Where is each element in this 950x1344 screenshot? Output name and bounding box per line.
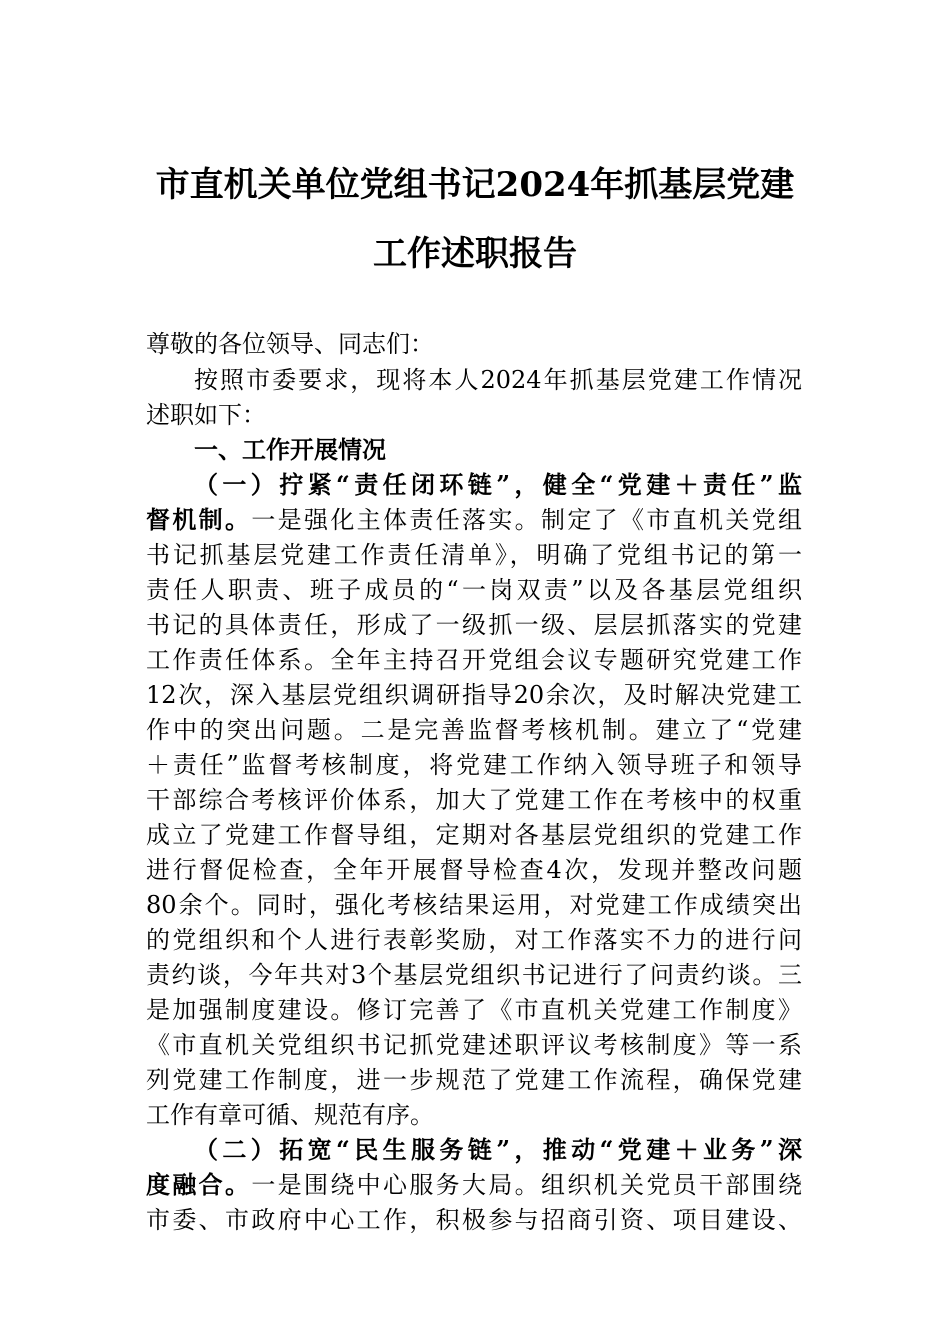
paragraph-line: 作中的突出问题。二是完善监督考核机制。建立了“党建 bbox=[146, 716, 802, 744]
paragraph-line: 工作责任体系。全年主持召开党组会议专题研究党建工作 bbox=[146, 646, 802, 674]
subsection-heading-end: 督机制。 bbox=[146, 505, 252, 534]
paragraph-line: 责任人职责、班子成员的“一岗双责”以及各基层党组织 bbox=[146, 576, 802, 604]
paragraph-line: 80余个。同时，强化考核结果运用，对党建工作成绩突出 bbox=[146, 891, 802, 919]
paragraph-line: 书记的具体责任，形成了一级抓一级、层层抓落实的党建 bbox=[146, 611, 802, 639]
subsection-heading: （二）拓宽“民生服务链”，推动“党建＋业务”深 bbox=[194, 1135, 802, 1164]
paragraph-line: 是加强制度建设。修订完善了《市直机关党建工作制度》 bbox=[146, 996, 802, 1024]
paragraph-line bbox=[146, 1169, 802, 1201]
paragraph-text: 一是强化主体责任落实。制定了《市直机关党组 bbox=[251, 506, 803, 534]
paragraph-line: 成立了党建工作督导组，定期对各基层党组织的党建工作 bbox=[146, 821, 802, 849]
paragraph-line: 工作有章可循、规范有序。 bbox=[146, 1101, 434, 1129]
paragraph-line: 的党组织和个人进行表彰奖励，对工作落实不力的进行问 bbox=[146, 926, 802, 954]
paragraph-line bbox=[146, 504, 802, 536]
paragraph-line: 责约谈，今年共对3个基层党组织书记进行了问责约谈。三 bbox=[146, 961, 802, 989]
subsection-heading-end: 度融合。 bbox=[146, 1170, 252, 1199]
paragraph-line: 干部综合考核评价体系，加大了党建工作在考核中的权重 bbox=[146, 786, 802, 814]
intro-line: 按照市委要求，现将本人2024年抓基层党建工作情况 bbox=[194, 366, 802, 394]
intro-line: 述职如下： bbox=[146, 401, 266, 429]
paragraph-line: 12次，深入基层党组织调研指导20余次，及时解决党建工 bbox=[146, 681, 802, 709]
paragraph-line: 书记抓基层党建工作责任清单》，明确了党组书记的第一 bbox=[146, 541, 802, 569]
paragraph-text: 一是围绕中心服务大局。组织机关党员干部围绕 bbox=[251, 1171, 803, 1199]
paragraph-line: 进行督促检查，全年开展督导检查4次，发现并整改问题 bbox=[146, 856, 802, 884]
paragraph-line: ＋责任”监督考核制度，将党建工作纳入领导班子和领导 bbox=[146, 751, 802, 779]
paragraph-line: 市委、市政府中心工作，积极参与招商引资、项目建设、 bbox=[146, 1206, 802, 1234]
paragraph-line: 列党建工作制度，进一步规范了党建工作流程，确保党建 bbox=[146, 1066, 802, 1094]
subsection-heading: （一）拧紧“责任闭环链”，健全“党建＋责任”监 bbox=[194, 470, 802, 499]
greeting: 尊敬的各位领导、同志们： bbox=[146, 330, 434, 358]
paragraph-line: 《市直机关党组织书记抓党建述职评议考核制度》等一系 bbox=[146, 1031, 802, 1059]
section-heading: 一、工作开展情况 bbox=[194, 435, 386, 464]
document-title-line1: 市直机关单位党组书记2024年抓基层党建 bbox=[155, 165, 795, 205]
document-title-line2: 工作述职报告 bbox=[373, 234, 577, 274]
